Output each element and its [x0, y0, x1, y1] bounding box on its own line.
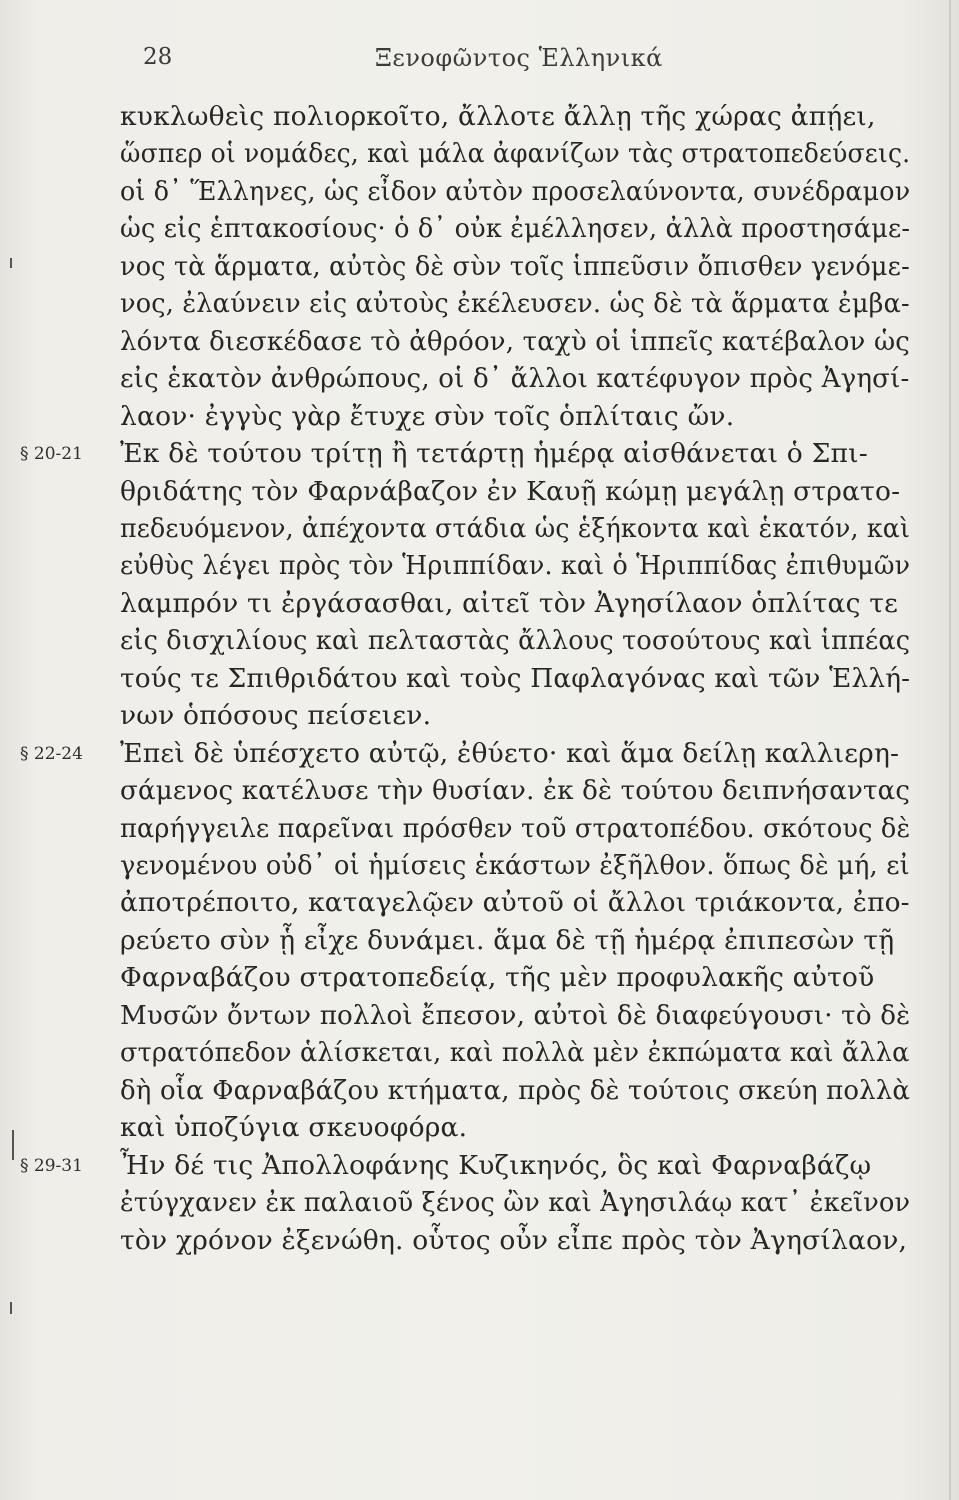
margin-mark	[12, 1130, 14, 1160]
text-line: τὸν χρόνον ἐξενώθη. οὗτος οὖν εἶπε πρὸς τὸν Ἀγησίλαον,	[120, 1224, 908, 1256]
text-line: ἐτύγχανεν ἐκ παλαιοῦ ξένος ὢν καὶ Ἀγησιλάῳ κατ᾽ ἐκεῖνον	[120, 1187, 911, 1219]
margin-mark	[10, 258, 12, 268]
text-line: δὴ οἷα Φαρναβάζου κτήματα, πρὸς δὲ τούτοις σκεύη πολλὰ	[120, 1074, 911, 1106]
text-line: Ἐπεὶ δὲ ὑπέσχετο αὐτῷ, ἐθύετο· καὶ ἅμα δείλῃ καλλιερη-	[120, 737, 900, 769]
text-line: εἰς ἑκατὸν ἀνθρώπους, οἱ δ᾽ ἄλλοι κατέφυγον πρὸς Ἀγησί-	[120, 363, 910, 395]
section-reference: § 29-31	[20, 1155, 83, 1176]
text-line: νος τὰ ἅρματα, αὐτὸς δὲ σὺν τοῖς ἱππεῦσιν ὄπισθεν γενόμε-	[120, 250, 910, 282]
text-line: εὐθὺς λέγει πρὸς τὸν Ἡριππίδαν. καὶ ὁ Ἡριππίδας ἐπιθυμῶν	[120, 550, 911, 582]
text-line: σάμενος κατέλυσε τὴν θυσίαν. ἐκ δὲ τούτου δειπνήσαντας	[120, 775, 911, 807]
text-line: καὶ ὑποζύγια σκευοφόρα.	[120, 1112, 468, 1144]
text-line: παρήγγειλε παρεῖναι πρόσθεν τοῦ στρατοπέδου. σκότους δὲ	[120, 812, 911, 844]
text-line: στρατόπεδον ἁλίσκεται, καὶ πολλὰ μὲν ἐκπώματα καὶ ἄλλα	[120, 1037, 910, 1069]
text-line: λόντα διεσκέδασε τὸ ἀθρόον, ταχὺ οἱ ἱππεῖς κατέβαλον ὡς	[120, 325, 911, 357]
text-line: νος, ἐλαύνειν εἰς αὐτοὺς ἐκέλευσεν. ὡς δὲ τὰ ἅρματα ἐμβα-	[120, 288, 910, 320]
text-line: ρεύετο σὺν ᾗ εἶχε δυνάμει. ἅμα δὲ τῇ ἡμέρᾳ ἐπιπεσὼν τῇ	[120, 924, 895, 956]
section-reference: § 20-21	[20, 444, 83, 465]
page-number: 28	[143, 44, 173, 70]
text-line: Φαρναβάζου στρατοπεδείᾳ, τῆς μὲν προφυλακῆς αὐτοῦ	[120, 962, 875, 994]
text-line: πεδευόμενον, ἀπέχοντα στάδια ὡς ἑξήκοντα καὶ ἑκατόν, καὶ	[120, 512, 911, 544]
text-line: ὥσπερ οἱ νομάδες, καὶ μάλα ἀφανίζων τὰς στρατοπεδεύσεις.	[120, 138, 911, 170]
running-title: Ξενοφῶντος Ἑλληνικά	[375, 44, 663, 72]
text-line: λαον· ἐγγὺς γὰρ ἔτυχε σὺν τοῖς ὁπλίταις ὤν.	[120, 400, 735, 432]
text-line: τούς τε Σπιθριδάτου καὶ τοὺς Παφλαγόνας καὶ τῶν Ἑλλή-	[120, 662, 911, 694]
text-line: ὡς εἰς ἑπτακοσίους· ὁ δ᾽ οὐκ ἐμέλλησεν, ἀλλὰ προστησάμε-	[120, 213, 911, 245]
text-line: κυκλωθεὶς πολιορκοῖτο, ἄλλοτε ἄλλῃ τῆς χώρας ἀπῄει,	[120, 101, 876, 132]
section-reference: § 22-24	[20, 743, 83, 764]
text-line: νων ὁπόσους πείσειεν.	[120, 700, 432, 732]
text-line: Μυσῶν ὄντων πολλοὶ ἔπεσον, αὐτοὶ δὲ διαφεύγουσι· τὸ δὲ	[120, 999, 911, 1031]
text-line: λαμπρόν τι ἐργάσασθαι, αἰτεῖ τὸν Ἀγησίλαον ὁπλίτας τε	[120, 587, 899, 619]
text-line: θριδάτης τὸν Φαρνάβαζον ἐν Καυῇ κώμῃ μεγάλῃ στρατο-	[120, 475, 901, 507]
text-line: ἀποτρέποιτο, καταγελῷεν αὐτοῦ οἱ ἄλλοι τριάκοντα, ἐπο-	[120, 887, 910, 919]
text-line: Ἐκ δὲ τούτου τρίτῃ ἢ τετάρτῃ ἡμέρᾳ αἰσθάνεται ὁ Σπι-	[120, 438, 868, 470]
margin-mark	[10, 1302, 12, 1314]
text-line: οἱ δ᾽ Ἕλληνες, ὡς εἶδον αὐτὸν προσελαύνοντα, συνέδραμον	[120, 175, 911, 207]
text-line: Ἦν δέ τις Ἀπολλοφάνης Κυζικηνός, ὃς καὶ Φαρναβάζῳ	[120, 1149, 872, 1181]
text-line: εἰς δισχιλίους καὶ πελταστὰς ἄλλους τοσούτους καὶ ἱππέας	[120, 625, 911, 657]
text-line: γενομένου οὐδ᾽ οἱ ἡμίσεις ἑκάστων ἐξῆλθον. ὅπως δὲ μή, εἰ	[120, 850, 910, 881]
page-edge-shadow	[949, 0, 951, 1500]
page-header	[0, 44, 959, 84]
